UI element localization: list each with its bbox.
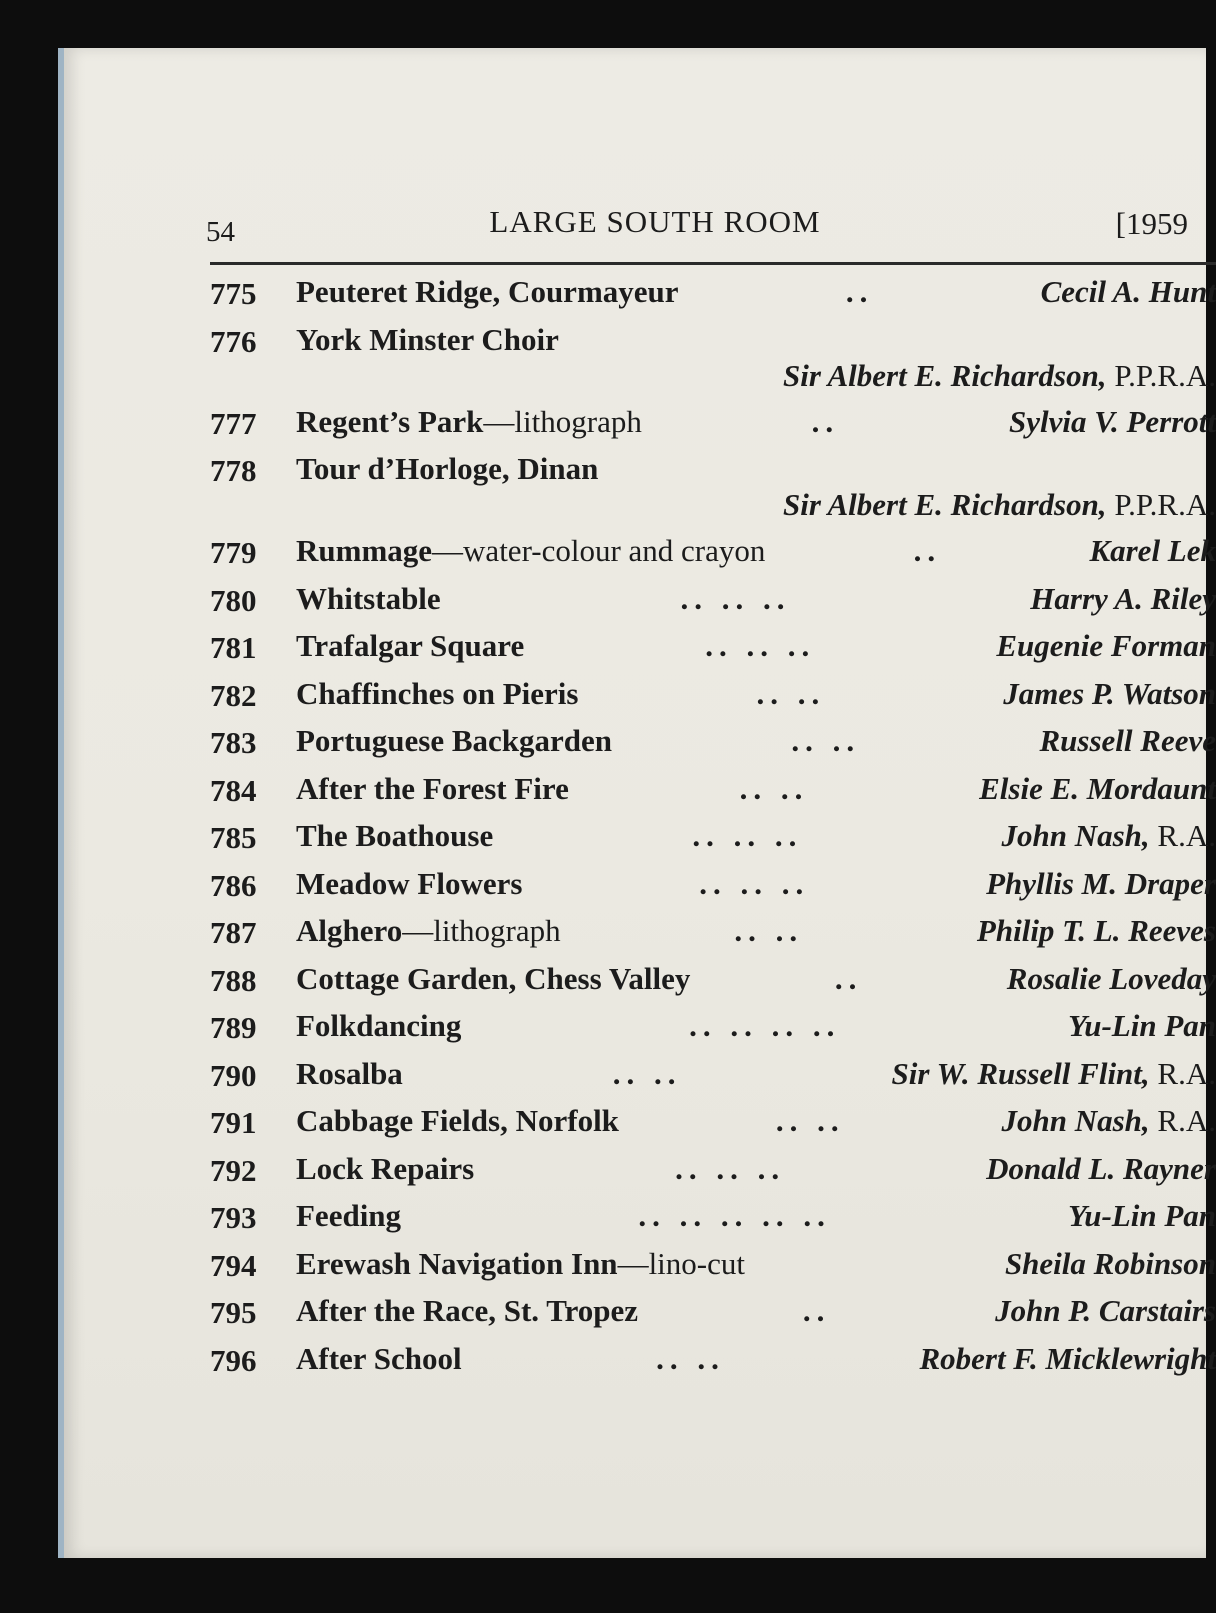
catalogue-entry [210,672,1216,720]
dot-leader: .. .. [734,913,804,948]
catalogue-entry [210,1004,1216,1052]
catalogue-entry [210,400,1216,448]
entry-artist: John Nash, [1001,1103,1150,1138]
entry-number: 778 [210,453,257,488]
entry-line [296,957,1216,1001]
entry-artist: Phyllis M. Draper [986,865,1216,901]
dot-leader: .. [802,1293,831,1328]
entry-number: 793 [210,1200,257,1235]
entry-line [296,624,1216,668]
entry-artist-block [996,628,1216,664]
entry-artist-block [1001,1103,1216,1139]
entry-honours: P.P.R.A. [1114,487,1216,522]
entry-line [296,1337,1216,1381]
entry-number: 794 [210,1247,257,1283]
dot-leader: .. [913,533,942,568]
entry-artist-block [1068,1198,1216,1234]
entry-title: Peuteret Ridge, Courmayeur [296,274,679,309]
entry-line [296,1194,1216,1238]
entry-line [296,1052,1216,1096]
catalogue-entry [210,909,1216,957]
entry-artist: Sir Albert E. Richardson, [782,487,1107,522]
entry-title: Tour d’Horloge, Dinan [296,451,599,486]
catalogue-entry [210,1289,1216,1337]
entry-artist-block [1041,274,1216,310]
catalogue-entry [210,1099,1216,1147]
entry-number: 790 [210,1057,257,1093]
entry-medium: —lino-cut [617,1245,745,1281]
entry-line [296,814,1216,858]
entry-artist: Cecil A. Hunt [1040,274,1216,309]
entry-number: 783 [210,725,257,760]
page-number: 54 [206,216,235,248]
catalogue-entry [210,529,1216,577]
entry-number: 786 [210,867,257,903]
entry-title: Chaffinches on Pieris [296,675,579,711]
entry-artist-block [979,771,1216,807]
entry-title: Cottage Garden, Chess Valley [296,960,691,996]
catalogue-entry [210,862,1216,910]
entry-number: 792 [210,1152,257,1188]
catalogue-entry [210,270,1216,318]
dot-leader: .. [834,960,863,996]
entry-number: 775 [210,276,257,311]
entry-artist: Sir W. Russell Flint, [891,1055,1150,1091]
entry-artist-block [919,1341,1216,1377]
entry-artist: Karel Lek [1089,533,1216,568]
entry-line [296,719,1216,763]
entry-line [296,909,1216,953]
entry-line [296,1099,1216,1143]
entry-artist: Sheila Robinson [1004,1245,1216,1281]
catalogue-entry [210,1194,1216,1242]
entry-line [296,529,1216,573]
entry-line [296,1004,1216,1048]
dot-leader: .. .. [739,770,809,806]
entry-honours: P.P.R.A. [1114,357,1216,393]
entry-artist: James P. Watson [1003,675,1216,711]
catalogue-entry [210,719,1216,767]
entry-list [210,270,1216,1384]
entry-number: 789 [210,1010,257,1045]
entry-title: Erewash Navigation Inn [296,1245,618,1281]
entry-number: 777 [210,405,257,441]
entry-medium: —water-colour and crayon [432,533,766,568]
entry-line [296,1147,1216,1191]
entry-title: Rummage [296,533,433,568]
entry-title: Portuguese Backgarden [296,723,613,758]
entry-artist-block [995,1293,1216,1329]
catalogue-entry [210,1337,1216,1385]
entry-number: 795 [210,1295,257,1330]
dot-leader: .. .. .. .. .. [638,1198,831,1233]
entry-title: Cabbage Fields, Norfolk [296,1103,619,1138]
entry-number: 776 [210,323,257,359]
entry-artist: Sir Albert E. Richardson, [782,357,1107,393]
dot-leader: .. [845,274,874,309]
entry-title: After the Race, St. Tropez [296,1293,639,1328]
entry-artist: Rosalie Loveday [1006,960,1216,996]
catalogue-entry [210,767,1216,815]
entry-artist-block [1068,1008,1216,1044]
entry-artist: Russell Reeve [1039,723,1216,758]
entry-number: 788 [210,962,257,998]
dot-leader: .. .. [656,1340,725,1376]
entry-artist-block [1003,676,1216,712]
entry-number: 782 [210,677,257,713]
entry-line [296,400,1216,444]
entry-honours: R.A. [1157,1055,1216,1091]
dot-leader: .. .. .. [705,628,816,663]
entry-artist-block [986,1151,1216,1187]
catalogue-entry [210,318,1216,400]
dot-leader: .. .. .. [692,818,803,853]
entry-honours: R.A. [1157,1103,1216,1138]
entry-number: 781 [210,630,257,665]
entry-artist-block [1040,723,1216,759]
entry-artist-line [783,483,1216,527]
entry-line [296,1242,1216,1286]
entry-title: York Minster Choir [296,321,559,357]
catalogue-entry [210,624,1216,672]
entry-artist-block [783,358,1216,394]
entry-title: Regent’s Park [296,403,484,439]
entry-title: The Boathouse [296,818,494,853]
entry-medium: —lithograph [483,403,642,439]
entry-artist-block [1030,581,1216,617]
catalogue-entry [210,814,1216,862]
catalogue-entry [210,447,1216,529]
entry-title: After School [296,1340,462,1376]
dot-leader: .. .. .. .. [689,1008,841,1043]
year-label: [1959 [1115,206,1188,241]
entry-artist: Elsie E. Mordaunt [979,770,1216,806]
dot-leader: .. .. [612,1055,682,1091]
entry-artist-block [986,866,1216,902]
entry-honours: R.A. [1157,818,1216,853]
entry-title: After the Forest Fire [296,770,569,806]
catalogue-entry [210,1052,1216,1100]
entry-artist-block [1007,961,1216,997]
entry-title: Alghero [296,913,403,948]
entry-artist: Yu-Lin Pan [1068,1198,1216,1233]
entry-number: 779 [210,535,257,570]
entry-artist: Donald L. Rayner [986,1150,1216,1186]
entry-artist-line [783,354,1216,398]
entry-line [296,672,1216,716]
entry-artist: John Nash, [1001,818,1150,853]
catalogue-entry [210,1242,1216,1290]
entry-artist-block [1005,1246,1216,1282]
entry-title: Folkdancing [296,1008,462,1043]
entry-number: 785 [210,820,257,855]
catalogue-entry [210,577,1216,625]
entry-artist-block [977,913,1216,949]
dot-leader: .. .. .. [699,865,810,901]
entry-title: Feeding [296,1198,402,1233]
dot-leader: .. .. [775,1103,845,1138]
page-header [64,198,1206,250]
entry-artist-block [1009,404,1216,440]
entry-number: 787 [210,915,257,950]
entry-title: Meadow Flowers [296,865,523,901]
entry-line [296,862,1216,906]
entry-title: Whitstable [296,580,441,616]
entry-artist: Yu-Lin Pan [1068,1008,1216,1043]
entry-title: Trafalgar Square [296,628,525,663]
dot-leader: .. [811,403,840,439]
entry-artist: Sylvia V. Perrott [1009,403,1216,439]
entry-number: 784 [210,772,257,808]
dot-leader: .. .. .. [680,580,791,616]
catalogue-page [58,48,1216,1558]
entry-medium: —lithograph [402,913,561,948]
entry-line [296,767,1216,811]
entry-line [296,1289,1216,1333]
entry-artist: Harry A. Riley [1030,580,1216,616]
entry-artist: John P. Carstairs [995,1293,1216,1328]
entry-artist: Philip T. L. Reeves [976,913,1216,948]
catalogue-entry [210,1147,1216,1195]
dot-leader: .. .. [756,675,826,711]
entry-artist-block [892,1056,1216,1092]
entry-number: 796 [210,1342,257,1378]
header-rule [210,262,1216,265]
entry-title: Lock Repairs [296,1150,475,1186]
dot-leader: .. .. .. [675,1150,786,1186]
entry-artist-block [1089,533,1216,569]
entry-line [296,577,1216,621]
entry-artist: Robert F. Micklewright [919,1340,1216,1376]
dot-leader: .. .. [791,723,861,758]
entry-artist: Eugenie Forman [996,628,1216,663]
entry-number: 780 [210,582,257,618]
entry-artist-block [1001,818,1216,854]
entry-line [296,270,1216,314]
room-title: LARGE SOUTH ROOM [489,204,821,239]
entry-number: 791 [210,1105,257,1140]
entry-title: Rosalba [296,1055,403,1091]
entry-artist-block [783,487,1216,523]
catalogue-entry [210,957,1216,1005]
